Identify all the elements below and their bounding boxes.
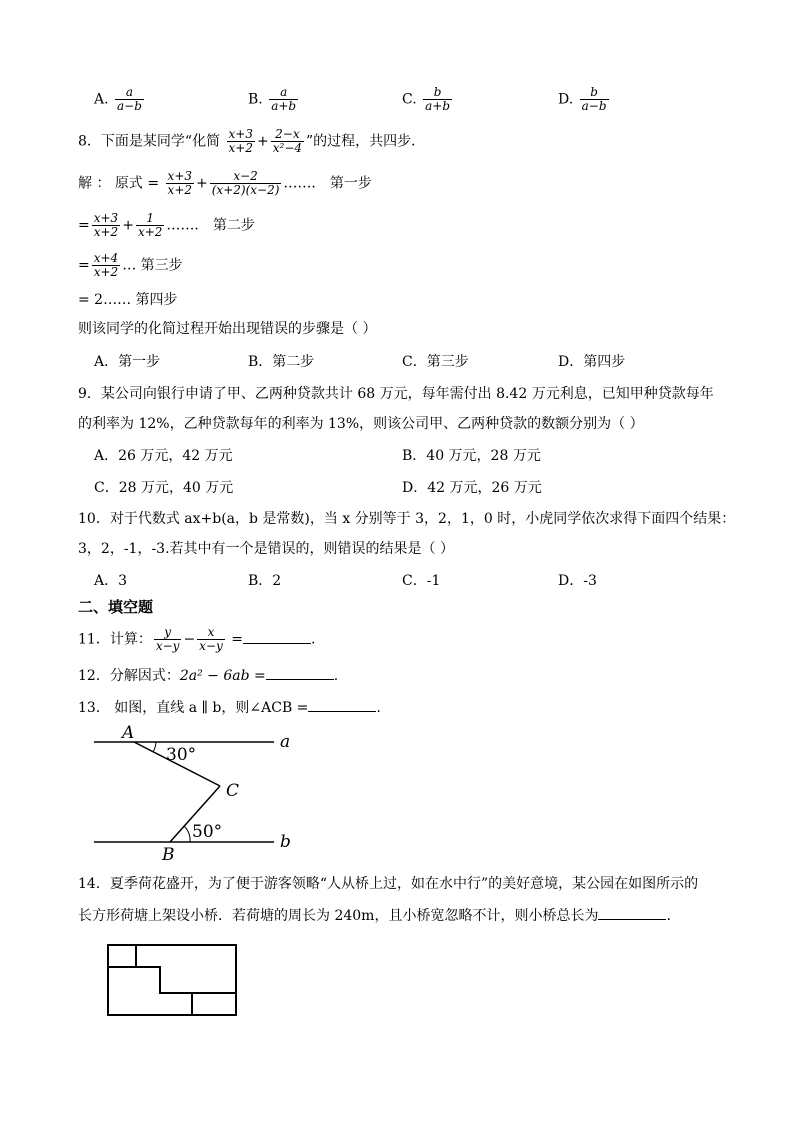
q14-pond-figure [106,943,240,1019]
q8-option-a: A．第一步 [94,354,161,370]
q7-option-a [94,86,146,113]
q9-line-2: 的利率为 12%，乙种贷款每年的利率为 13%，则该公司甲、乙两种贷款的数额分别为（ ） [78,416,644,432]
bridge-path [108,967,236,993]
q9-option-b: B．40 万元，28 万元 [402,448,541,464]
q8-option-c: C．第三步 [402,354,469,370]
q14-line-1: 14．夏季荷花盛开，为了便于游客领略“人从桥上过，如在水中行”的美好意境，某公园在如图所示的 [78,876,699,892]
q14-line-2: 长方形荷塘上架设小桥．若荷塘的周长为 240m，且小桥宽忽略不计，则小桥总长为 . [78,905,671,925]
q8-option-b: B．第二步 [248,354,315,370]
label-c-point: C [226,781,240,801]
q9-option-c: C．28 万元，40 万元 [94,480,234,496]
pond-rectangle [108,945,236,1015]
q10-line-2: 3，2，-1，-3.若其中有一个是错误的，则错误的结果是（ ） [78,541,454,557]
fraction: $\frac{b}{a-b}$ [581,85,607,113]
fraction: $\frac{a}{a-b}$ [117,85,142,113]
answer-blank[interactable] [308,697,376,712]
option-label: C. [402,91,417,108]
label-line-b: b [280,832,291,852]
q8-prompt: 则该同学的化简过程开始出现错误的步骤是（ ） [78,321,377,337]
q9-option-a: A．26 万元，42 万元 [94,448,233,464]
q7-option-b [248,86,300,113]
q9-option-d: D．42 万元，26 万元 [402,480,542,496]
q7-option-c [402,86,454,113]
option-label: B. [248,91,263,108]
section-heading: 二、填空题 [78,598,154,616]
q8-option-d: D．第四步 [558,354,626,370]
q11-question: 11．计算： $\frac{y}{x-y}$ − $\frac{x}{x-y}$ = . [78,625,316,653]
fraction: $\frac{b}{a+b}$ [425,85,451,113]
angle-arc-a [153,742,156,752]
q10-option-d: D．-3 [558,573,597,589]
answer-blank[interactable] [266,665,334,680]
angle-arc-b [184,826,190,842]
q10-line-1: 10．对于代数式 ax+b(a，b 是常数)，当 x 分别等于 3，2，1，0 时，小虎同学依次求得下面四个结果： [78,511,736,527]
q7-option-d [558,86,611,113]
angle-label-30: 30° [166,745,197,765]
q10-option-b: B．2 [248,573,282,589]
q8-question: 8．下面是某同学“化简 $\frac{x+3}{x+2}$ + $\frac{2-x}{\text{x²−4}}$ ”的过程，共四步． [78,127,426,155]
q13-question: 13． 如图，直线 a ∥ b，则∠ACB = . [78,697,381,717]
q8-step-1: 解 ： 原式 = $\frac{x+3}{x+2}$ + $\frac{x-2}{(x+2)(x-2)}$ ……． 第一步 [78,169,372,197]
answer-blank[interactable] [243,629,311,644]
q9-line-1: 9．某公司向银行申请了甲、乙两种贷款共计 68 万元，每年需付出 8.42 万元利息，已知甲种贷款每年 [78,386,714,402]
option-label: A. [94,91,109,108]
option-label: D. [558,91,574,108]
label-a-point: A [122,723,135,743]
q10-option-a: A．3 [94,573,128,589]
q8-step-4: = 2…… 第四步 [78,292,178,308]
q12-question: 12．分解因式：2a² − 6ab = . [78,665,338,685]
angle-label-50: 50° [192,822,223,842]
answer-blank[interactable] [598,905,666,920]
label-line-a: a [280,732,291,752]
label-b-point: B [162,845,175,864]
fraction: $\frac{a}{a+b}$ [271,85,297,113]
q8-step-2: = $\frac{x+3}{x+2}$ + $\frac{1}{x+2}$ ……． 第二步 [78,211,255,239]
q8-step-3: = $\frac{x+4}{x+2}$ … 第三步 [78,251,183,279]
q10-option-c: C．-1 [402,573,441,589]
q13-figure [86,722,306,864]
